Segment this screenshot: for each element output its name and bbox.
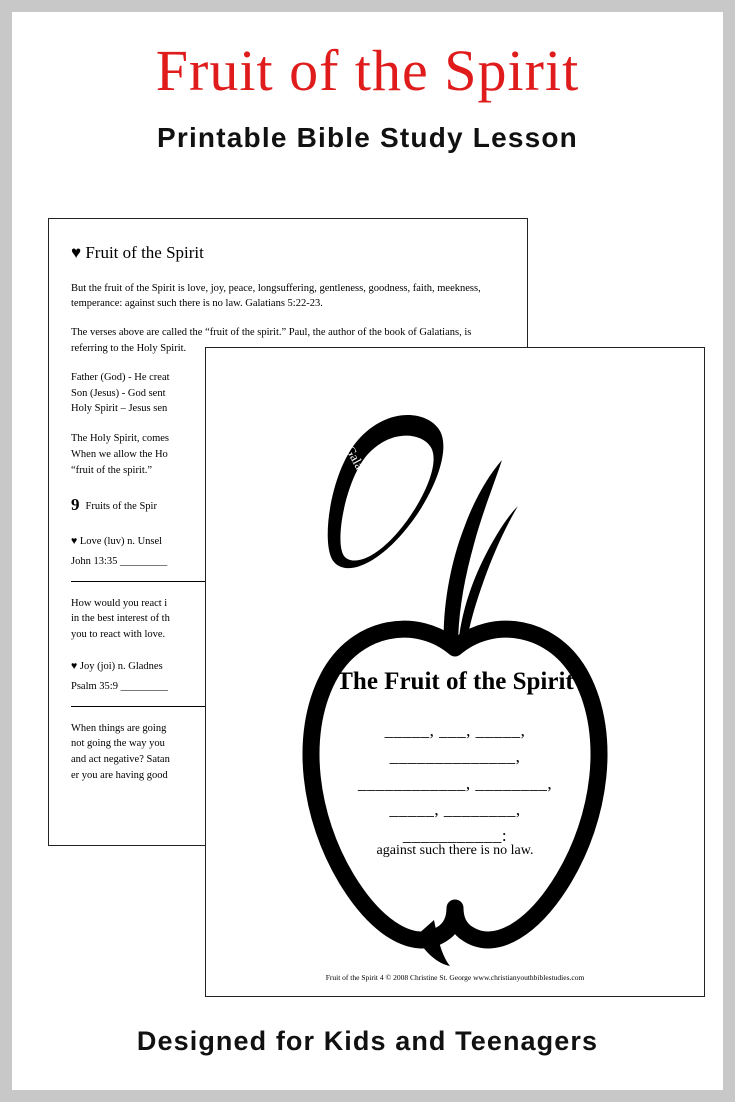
trinity-line: Father (God) - He creat: [71, 371, 170, 383]
worksheet-entry-love: ♥ Love (luv) n. Unsel: [71, 535, 163, 547]
apple-blank-lines: [206, 718, 704, 850]
worksheet-ref-john: John 13:35 _________: [71, 555, 168, 567]
question-line: How would you react i: [71, 597, 168, 609]
question-line: in the best interest of th: [71, 613, 170, 625]
holyspirit-line: “fruit of the spirit.”: [71, 464, 153, 476]
question-line: not going the way you: [71, 738, 165, 750]
apple-page-footer: Fruit of the Spirit 4 © 2008 Christine St. George www.christianyouthbiblestudies.com: [325, 973, 585, 982]
apple-illustration: [206, 348, 704, 996]
worksheet-apple-page: [205, 347, 705, 997]
count-label: Fruits of the Spir: [85, 501, 157, 513]
apple-tagline: against such there is no law.: [376, 843, 534, 858]
question-line: and act negative? Satan: [71, 754, 170, 766]
holyspirit-line: The Holy Spirit, comes: [71, 433, 169, 445]
worksheet-heading: ♥ Fruit of the Spirit: [71, 243, 204, 262]
question-line: er you are having good: [71, 769, 168, 781]
blank-line: ____________, ________,: [357, 773, 553, 793]
question-line: When things are going: [71, 722, 167, 734]
leaf-verse-label: Galatians 5:22-23: [342, 443, 400, 532]
holyspirit-line: When we allow the Ho: [71, 448, 168, 460]
blank-line: _____, ___, _____,: [384, 721, 526, 740]
page-title: Fruit of the Spirit: [155, 38, 580, 103]
apple-title: The Fruit of the Spirit: [336, 668, 574, 695]
worksheet-verse: But the fruit of the Spirit is love, joy, peace, longsuffering, gentleness, goodness, faith, meekness, temperance: against such there is no law. Galatians 5:22-23.: [71, 283, 481, 310]
page-footer-tagline: Designed for Kids and Teenagers: [136, 1026, 599, 1056]
blank-line: ___________:: [402, 826, 508, 846]
trinity-line: Son (Jesus) - God sent: [71, 387, 166, 399]
blank-line: _____, ________,: [389, 800, 521, 820]
poster-canvas: [12, 12, 723, 1090]
trinity-line: Holy Spirit – Jesus sen: [71, 403, 168, 415]
worksheet-entry-joy: ♥ Joy (joi) n. Gladnes: [71, 660, 163, 672]
worksheet-intro: The verses above are called the “fruit of the spirit.” Paul, the author of the book of Galatians, is referring to the Holy Spirit.: [71, 327, 472, 354]
page-subtitle: Printable Bible Study Lesson: [156, 122, 578, 153]
question-line: you to react with love.: [71, 629, 166, 641]
count-number: 9: [71, 495, 80, 515]
blank-line: ______________,: [389, 747, 521, 767]
worksheet-ref-psalm: Psalm 35:9 _________: [71, 680, 168, 692]
